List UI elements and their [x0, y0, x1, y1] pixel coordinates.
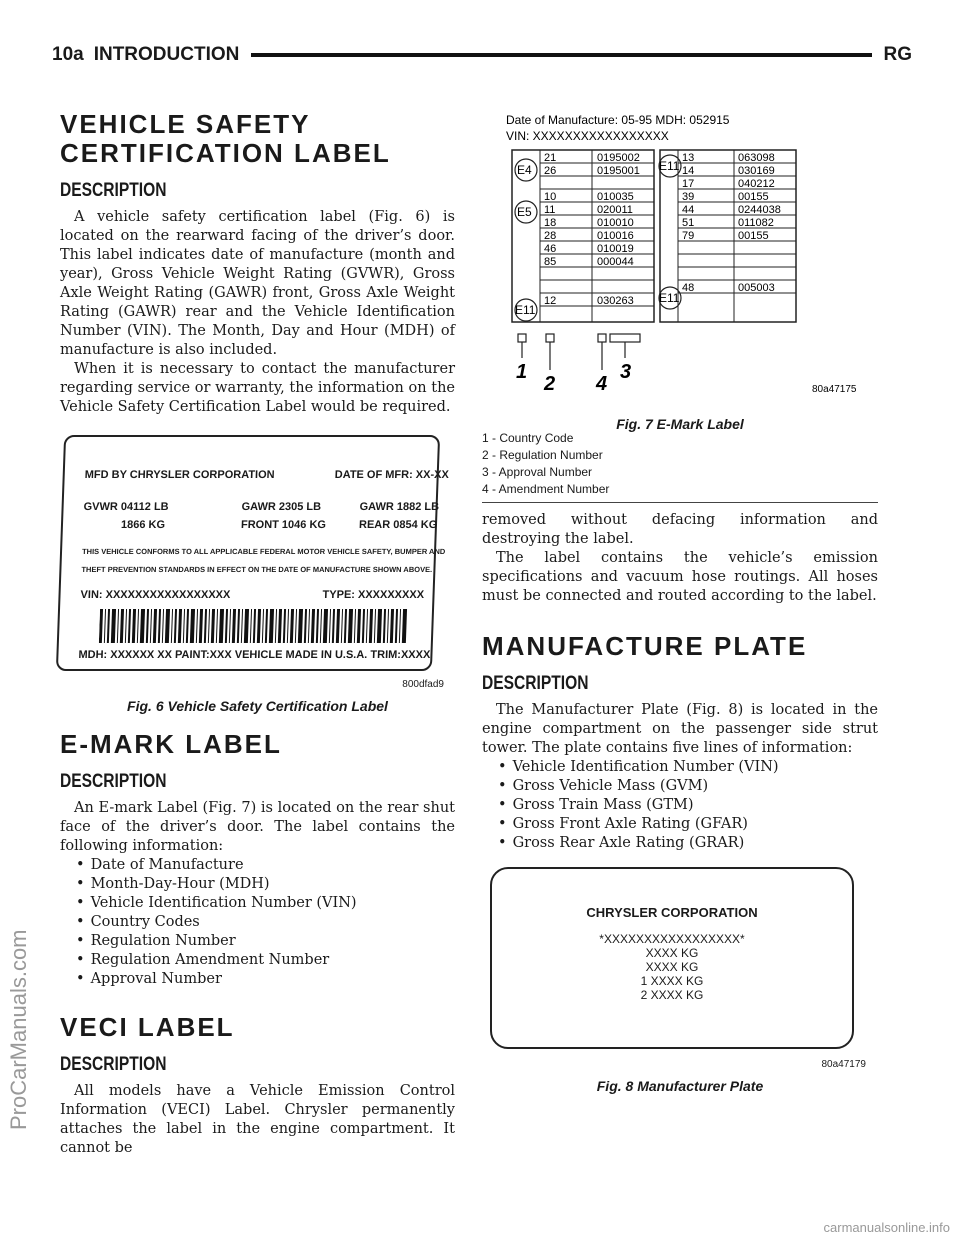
figure-legend [482, 430, 878, 503]
label-line: FRONT 1046 KG [240, 519, 327, 531]
figure-number: 80a47175 [812, 384, 857, 395]
plate-title: CHRYSLER CORPORATION [586, 905, 758, 920]
label-line: MDH: XXXXXX XX PAINT:XXX VEHICLE MADE IN U.S.A. TRIM:XXXX [78, 649, 431, 661]
emark-cell: 010016 [597, 230, 634, 242]
subheading-description: DESCRIPTION [60, 771, 167, 792]
left-column [60, 110, 455, 1158]
list-item: • Approval Number [76, 970, 455, 989]
list-item: • Gross Front Axle Rating (GFAR) [498, 815, 878, 834]
list-item: • Date of Manufacture [76, 856, 455, 875]
callout-number: 4 [596, 373, 608, 395]
plate-line: XXXX KG [645, 946, 699, 960]
e-mark-code: E11 [659, 159, 680, 173]
paragraph: A vehicle safety certification label (Fig. 6) is located on the rearward facing of the driver’s door. This label indicates date of manufacture (month and year), Gross Vehicle Weight Rating (GVWR), Gross Axle Weight Rating (GAWR) front, Gross Axle Weight Rating (GAWR) rear and the Vehicle Identification Number (VIN). The Month, Day and Hour (MDH) of manufacture is also included. [60, 209, 455, 358]
paragraph: The label contains the vehicle’s emission specifications and vacuum hose routings. All hoses must be connected and routed according to the label. [482, 550, 878, 604]
emark-cell: 17 [682, 178, 695, 190]
e-mark-code: E5 [517, 205, 532, 219]
model-code: RG [883, 44, 912, 65]
subheading-description: DESCRIPTION [60, 1054, 167, 1075]
heading-e-mark-label: E-MARK LABEL [60, 729, 282, 759]
label-line: VIN: XXXXXXXXXXXXXXXXX [80, 589, 231, 601]
figure-6 [60, 435, 455, 714]
label-line: 1866 KG [120, 519, 166, 531]
figure-7 [482, 110, 878, 432]
emark-cell: 44 [682, 204, 695, 216]
emark-cell: 28 [544, 230, 557, 242]
plate-line-number: 1 [640, 974, 648, 988]
manufacturer-plate-illustration [490, 867, 854, 1049]
list-item: • Gross Vehicle Mass (GVM) [498, 777, 878, 796]
list-item: • Vehicle Identification Number (VIN) [76, 894, 455, 913]
side-watermark: ProCarManuals.com [6, 929, 31, 1130]
heading-manufacture-plate: MANUFACTURE PLATE [482, 631, 808, 661]
list-item: • Regulation Number [76, 932, 455, 951]
list-item: • Country Codes [76, 913, 455, 932]
emark-cell: 48 [682, 282, 695, 294]
emark-cell: 000044 [597, 256, 634, 268]
label-line: GVWR 04112 LB [83, 501, 169, 513]
emark-cell: 0195002 [597, 152, 640, 164]
list-item: • Gross Rear Axle Rating (GRAR) [498, 834, 878, 853]
emark-cell: 21 [544, 152, 557, 164]
label-line: THIS VEHICLE CONFORMS TO ALL APPLICABLE FEDERAL MOTOR VEHICLE SAFETY, BUMPER AND [81, 547, 446, 556]
paragraph: An E-mark Label (Fig. 7) is located on the rear shut face of the driver’s door. The label contains the following information: [60, 800, 455, 854]
plate-line-value: XXXX KG [650, 974, 704, 988]
emark-cell: 0244038 [738, 204, 781, 216]
section-title: INTRODUCTION [93, 44, 240, 65]
emark-cell: 51 [682, 217, 695, 229]
emark-cell: 85 [544, 256, 557, 268]
emark-cell: 11 [544, 204, 556, 216]
heading-vehicle-safety: VEHICLE SAFETY [60, 109, 311, 139]
label-line: THEFT PREVENTION STANDARDS IN EFFECT ON THE DATE OF MANUFACTURE SHOWN ABOVE. [81, 565, 433, 574]
legend-item: 1 - Country Code [482, 431, 574, 445]
plate-line [492, 974, 852, 988]
emark-date-line: Date of Manufacture: 05-95 MDH: 052915 [506, 113, 730, 127]
emark-cell: 030169 [738, 165, 775, 177]
e-mark-code: E11 [659, 291, 680, 305]
emark-cell: 010019 [597, 243, 634, 255]
label-line: DATE OF MFR: XX-XX [334, 469, 450, 481]
emark-cell: 063098 [738, 152, 775, 164]
subheading-description: DESCRIPTION [60, 180, 167, 201]
emark-cell: 00155 [738, 230, 769, 242]
list-item: • Vehicle Identification Number (VIN) [498, 758, 878, 777]
page-header [52, 40, 912, 70]
emark-cell: 005003 [738, 282, 775, 294]
legend-item: 3 - Approval Number [482, 465, 593, 479]
figure-number: 80a47179 [821, 1059, 866, 1070]
heading-veci-label: VECI LABEL [60, 1012, 235, 1042]
callout-marker [518, 334, 526, 342]
figure-number: 800dfad9 [402, 679, 444, 690]
label-line: MFD BY CHRYSLER CORPORATION [84, 469, 275, 481]
emark-cell: 10 [544, 191, 557, 203]
callout-number: 2 [544, 373, 556, 395]
plate-info-list [482, 758, 878, 853]
label-line: REAR 0854 KG [358, 519, 438, 531]
plate-line-number: 2 [640, 988, 648, 1002]
figure-caption: Fig. 7 E-Mark Label [616, 416, 744, 432]
emark-cell: 13 [682, 152, 695, 164]
emark-cell: 26 [544, 165, 557, 177]
callout-number: 3 [620, 361, 632, 383]
paragraph: All models have a Vehicle Emission Control Information (VECI) Label. Chrysler permanently attaches the label in the engine compartment. It cannot be [60, 1083, 455, 1156]
right-column [482, 110, 878, 1094]
list-item: • Month-Day-Hour (MDH) [76, 875, 455, 894]
emark-cell: 0195001 [597, 165, 640, 177]
safety-label-illustration [56, 435, 450, 671]
figure-8 [490, 867, 878, 1094]
page-number: 10a [52, 44, 84, 65]
emark-info-list [60, 856, 455, 989]
e-mark-label-illustration [482, 110, 878, 410]
emark-cell: 010035 [597, 191, 634, 203]
list-item: • Gross Train Mass (GTM) [498, 796, 878, 815]
emark-cell: 79 [682, 230, 695, 242]
emark-cell: 030263 [597, 295, 634, 307]
header-rule [251, 53, 871, 57]
heading-certification-label: CERTIFICATION LABEL [60, 138, 391, 168]
callout-number: 1 [516, 361, 528, 383]
list-item: • Regulation Amendment Number [76, 951, 455, 970]
label-line: TYPE: XXXXXXXXX [322, 589, 425, 601]
label-line: GAWR 2305 LB [241, 501, 322, 513]
paragraph: The Manufacturer Plate (Fig. 8) is located in the engine compartment on the passenger side strut tower. The plate contains five lines of information: [482, 702, 878, 756]
e-mark-code: E11 [515, 303, 536, 317]
plate-line: XXXX KG [645, 960, 699, 974]
paragraph: removed without defacing information and destroying the label. [482, 512, 878, 547]
emark-cell: 011082 [738, 217, 774, 229]
callout-marker [610, 334, 640, 342]
callout-marker [546, 334, 554, 342]
plate-line [492, 988, 852, 1002]
plate-vin: *XXXXXXXXXXXXXXXXX* [599, 932, 745, 946]
callout-marker [598, 334, 606, 342]
emark-cell: 12 [544, 295, 557, 307]
emark-cell: 18 [544, 217, 557, 229]
emark-cell: 39 [682, 191, 695, 203]
emark-cell: 46 [544, 243, 557, 255]
emark-vin-line: VIN: XXXXXXXXXXXXXXXXX [506, 129, 669, 143]
e-mark-code: E4 [517, 163, 532, 177]
legend-item: 2 - Regulation Number [482, 448, 603, 462]
label-line: GAWR 1882 LB [359, 501, 440, 513]
emark-cell: 00155 [738, 191, 769, 203]
emark-cell: 14 [682, 165, 695, 177]
plate-line-value: XXXX KG [650, 988, 704, 1002]
figure-caption: Fig. 8 Manufacturer Plate [596, 1078, 764, 1094]
paragraph: When it is necessary to contact the manufacturer regarding service or warranty, the information on the Vehicle Safety Certification Label would be required. [60, 361, 455, 415]
emark-cell: 020011 [597, 204, 633, 216]
figure-caption: Fig. 6 Vehicle Safety Certification Label [127, 698, 388, 714]
emark-cell: 040212 [738, 178, 775, 190]
emark-cell: 010010 [597, 217, 634, 229]
subheading-description: DESCRIPTION [482, 673, 589, 694]
barcode-graphic [99, 609, 410, 643]
legend-item: 4 - Amendment Number [482, 482, 610, 496]
footer-watermark: carmanualsonline.info [823, 1220, 950, 1235]
